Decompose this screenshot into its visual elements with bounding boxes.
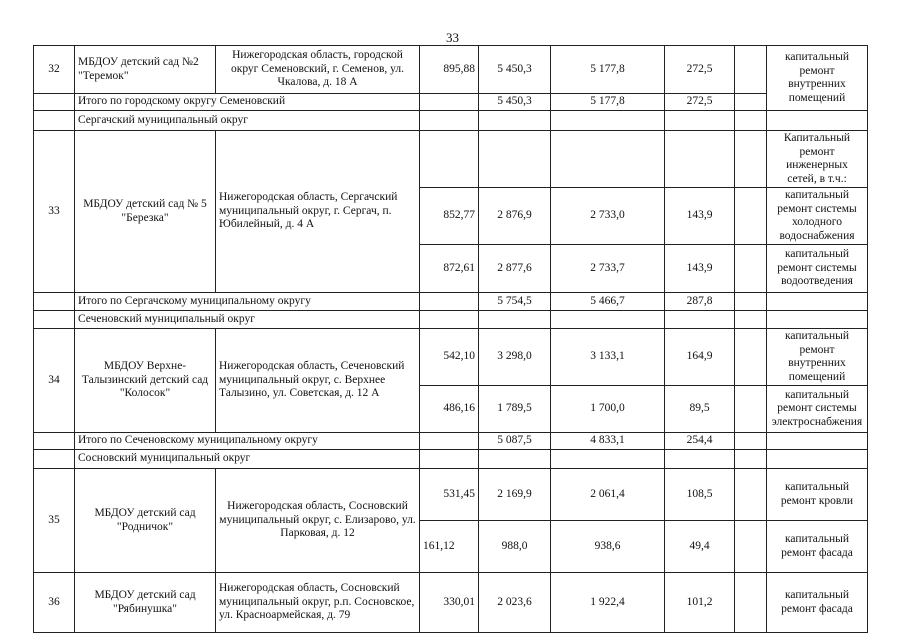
empty-cell (767, 293, 868, 311)
total-cost: 2 169,9 (479, 469, 551, 521)
empty-cell (665, 131, 735, 188)
district-name: Сергачский муниципальный округ (75, 111, 420, 131)
regional-budget: 2 733,7 (551, 245, 665, 293)
empty-cell (735, 188, 767, 245)
empty-cell (551, 311, 665, 329)
total-cost: 5 450,3 (479, 46, 551, 94)
empty-cell (767, 311, 868, 329)
local-budget: 49,4 (665, 521, 735, 573)
area-value: 161,12 (420, 521, 479, 573)
work-type: капитальный ремонт системы водоотведения (767, 245, 868, 293)
local-budget: 143,9 (665, 188, 735, 245)
local-budget: 272,5 (665, 46, 735, 94)
district-header-row (34, 311, 868, 329)
area-value: 330,01 (420, 573, 479, 633)
program-table (33, 45, 868, 633)
institution-address: Нижегородская область, Сеченовский муниципальный округ, с. Верхнее Талызино, ул. Советская, д. 12 А (216, 329, 420, 433)
empty-cell (34, 94, 75, 111)
subtotal-row (34, 94, 868, 111)
empty-cell (551, 131, 665, 188)
total-cost: 3 298,0 (479, 329, 551, 386)
empty-cell (479, 450, 551, 469)
empty-cell (735, 46, 767, 94)
area-value: 852,77 (420, 188, 479, 245)
empty-cell (735, 386, 767, 433)
district-header-row (34, 450, 868, 469)
work-type: капитальный ремонт внутренних помещений (767, 329, 868, 386)
row-number: 34 (34, 329, 75, 433)
district-header-row (34, 111, 868, 131)
regional-budget: 1 922,4 (551, 573, 665, 633)
regional-budget: 938,6 (551, 521, 665, 573)
work-type: капитальный ремонт фасада (767, 573, 868, 633)
subtotal-local: 272,5 (665, 94, 735, 111)
empty-cell (34, 311, 75, 329)
subtotal-total: 5 450,3 (479, 94, 551, 111)
empty-cell (34, 111, 75, 131)
empty-cell (735, 111, 767, 131)
empty-cell (735, 433, 767, 450)
total-cost: 1 789,5 (479, 386, 551, 433)
empty-cell (551, 450, 665, 469)
area-value: 872,61 (420, 245, 479, 293)
institution-name: МБДОУ Верхне-Талызинский детский сад "Колосок" (75, 329, 216, 433)
area-value: 531,45 (420, 469, 479, 521)
empty-cell (735, 521, 767, 573)
row-number: 32 (34, 46, 75, 94)
empty-cell (735, 94, 767, 111)
subtotal-label: Итого по городскому округу Семеновский (75, 94, 420, 111)
institution-address: Нижегородская область, Сергачский муниципальный округ, г. Сергач, п. Юбилейный, д. 4 А (216, 131, 420, 293)
area-value: 486,16 (420, 386, 479, 433)
subtotal-label: Итого по Сеченовскому муниципальному округу (75, 433, 420, 450)
subtotal-row (34, 293, 868, 311)
subtotal-label: Итого по Сергачскому муниципальному округу (75, 293, 420, 311)
empty-cell (479, 311, 551, 329)
work-type: Капитальный ремонт инженерных сетей, в т.ч.: (767, 131, 868, 188)
empty-cell (420, 293, 479, 311)
table-row (34, 131, 868, 188)
subtotal-regional: 5 177,8 (551, 94, 665, 111)
row-number: 35 (34, 469, 75, 573)
local-budget: 89,5 (665, 386, 735, 433)
empty-cell (665, 450, 735, 469)
empty-cell (479, 131, 551, 188)
work-type: капитальный ремонт системы электроснабжения (767, 386, 868, 433)
institution-address: Нижегородская область, Сосновский муниципальный округ, с. Елизарово, ул. Парковая, д. 12 (216, 469, 420, 573)
empty-cell (420, 433, 479, 450)
row-number: 33 (34, 131, 75, 293)
empty-cell (735, 573, 767, 633)
institution-name: МБДОУ детский сад "Рябинушка" (75, 573, 216, 633)
regional-budget: 5 177,8 (551, 46, 665, 94)
empty-cell (420, 111, 479, 131)
empty-cell (420, 450, 479, 469)
table-row (34, 469, 868, 521)
empty-cell (551, 111, 665, 131)
row-number: 36 (34, 573, 75, 633)
institution-name: МБДОУ детский сад "Родничок" (75, 469, 216, 573)
regional-budget: 2 061,4 (551, 469, 665, 521)
empty-cell (735, 329, 767, 386)
empty-cell (735, 131, 767, 188)
total-cost: 2 877,6 (479, 245, 551, 293)
subtotal-local: 254,4 (665, 433, 735, 450)
institution-name: МБДОУ детский сад №2 "Теремок" (75, 46, 216, 94)
work-type: капитальный ремонт внутренних помещений (767, 46, 868, 111)
empty-cell (735, 469, 767, 521)
empty-cell (420, 311, 479, 329)
empty-cell (34, 293, 75, 311)
subtotal-total: 5 087,5 (479, 433, 551, 450)
area-value: 542,10 (420, 329, 479, 386)
total-cost: 2 876,9 (479, 188, 551, 245)
regional-budget: 3 133,1 (551, 329, 665, 386)
subtotal-regional: 5 466,7 (551, 293, 665, 311)
local-budget: 101,2 (665, 573, 735, 633)
table-row (34, 573, 868, 633)
institution-name: МБДОУ детский сад № 5 "Березка" (75, 131, 216, 293)
empty-cell (665, 111, 735, 131)
empty-cell (34, 450, 75, 469)
total-cost: 988,0 (479, 521, 551, 573)
local-budget: 164,9 (665, 329, 735, 386)
empty-cell (479, 111, 551, 131)
page-number: 33 (446, 30, 459, 45)
empty-cell (735, 245, 767, 293)
work-type: капитальный ремонт системы холодного водоснабжения (767, 188, 868, 245)
institution-address: Нижегородская область, Сосновский муниципальный округ, р.п. Сосновское, ул. Красноармейская, д. 79 (216, 573, 420, 633)
work-type: капитальный ремонт фасада (767, 521, 868, 573)
empty-cell (420, 94, 479, 111)
empty-cell (767, 450, 868, 469)
district-name: Сосновский муниципальный округ (75, 450, 420, 469)
work-type: капитальный ремонт кровли (767, 469, 868, 521)
table-row (34, 329, 868, 386)
district-name: Сеченовский муниципальный округ (75, 311, 420, 329)
total-cost: 2 023,6 (479, 573, 551, 633)
subtotal-total: 5 754,5 (479, 293, 551, 311)
empty-cell (665, 311, 735, 329)
empty-cell (735, 311, 767, 329)
regional-budget: 1 700,0 (551, 386, 665, 433)
empty-cell (735, 450, 767, 469)
local-budget: 143,9 (665, 245, 735, 293)
subtotal-local: 287,8 (665, 293, 735, 311)
subtotal-regional: 4 833,1 (551, 433, 665, 450)
area-value: 895,88 (420, 46, 479, 94)
empty-cell (767, 111, 868, 131)
empty-cell (767, 433, 868, 450)
empty-cell (420, 131, 479, 188)
empty-cell (735, 293, 767, 311)
table-row (34, 46, 868, 94)
local-budget: 108,5 (665, 469, 735, 521)
regional-budget: 2 733,0 (551, 188, 665, 245)
empty-cell (34, 433, 75, 450)
institution-address: Нижегородская область, городской округ Семеновский, г. Семенов, ул. Чкалова, д. 18 А (216, 46, 420, 94)
subtotal-row (34, 433, 868, 450)
